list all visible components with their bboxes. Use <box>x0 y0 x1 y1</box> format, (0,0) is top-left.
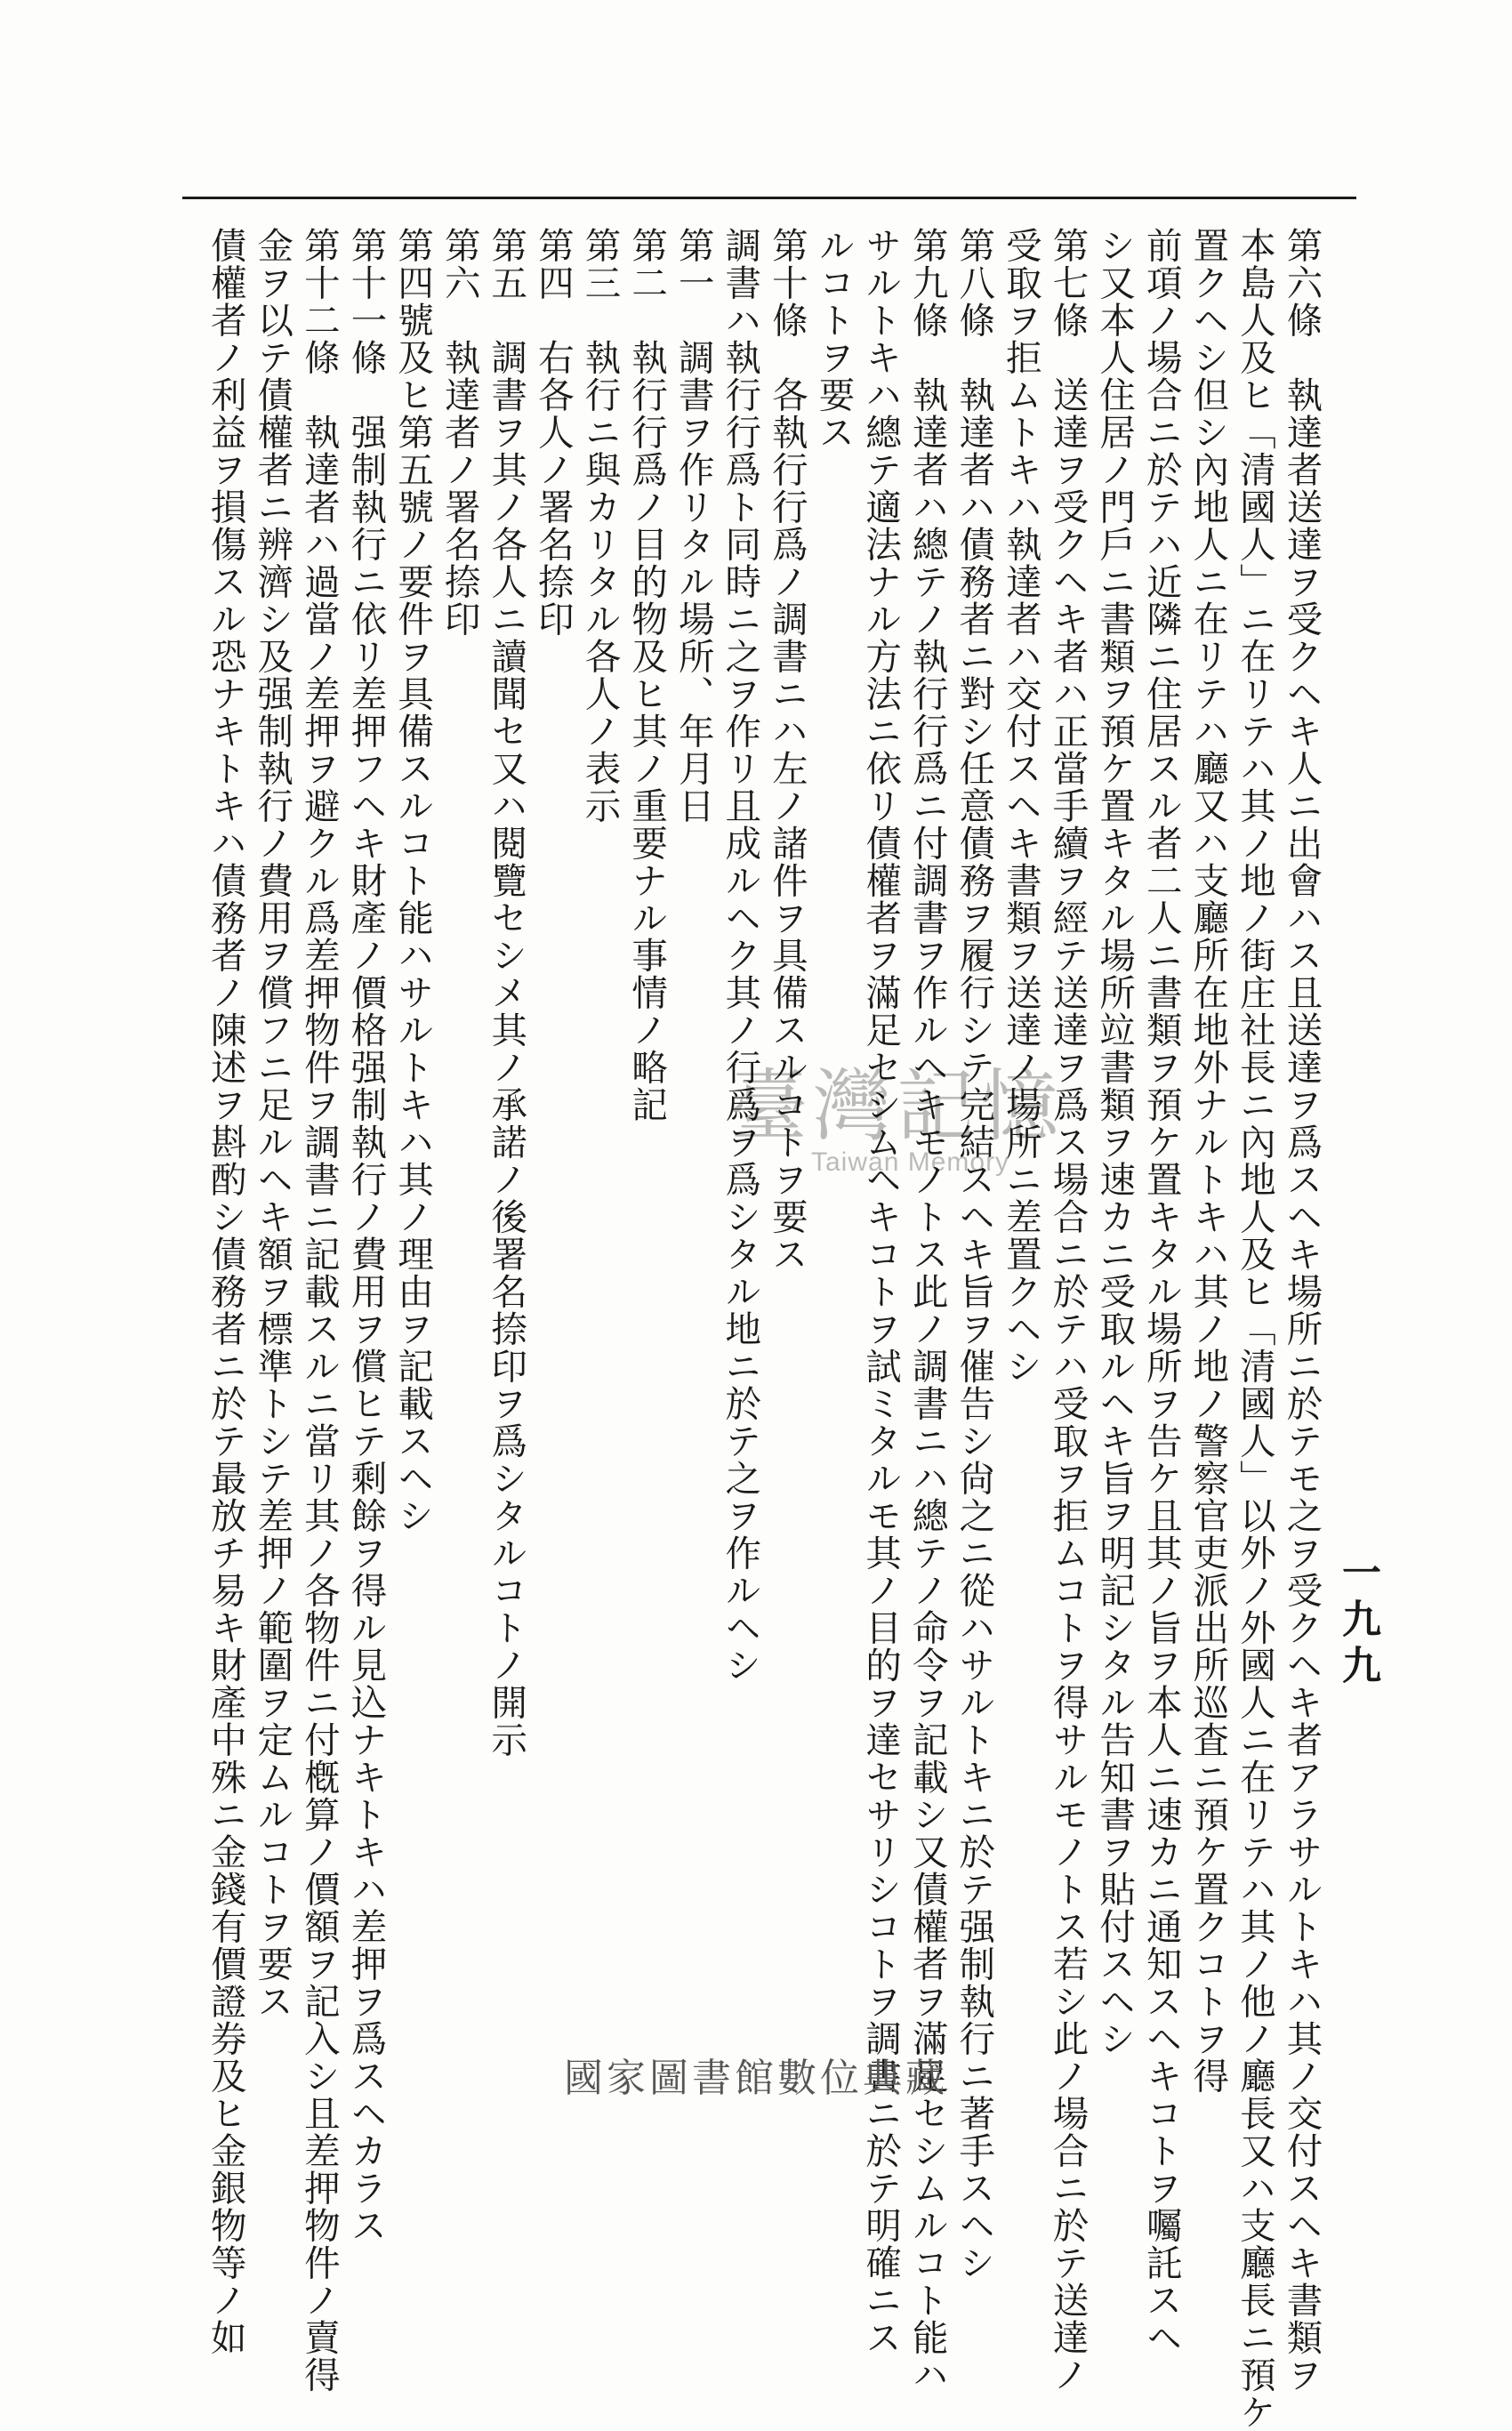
text-column: 第六條 執達者送達ヲ受クヘキ人ニ出會ハス且送達ヲ爲スヘキ場所ニ於テモ之ヲ受クヘキ者アラサルトキハ其ノ交付スヘキ書類ヲ <box>1280 227 1323 2394</box>
page-number: 一九九 <box>1335 1552 1380 1691</box>
text-column: 置クヘシ但シ內地人ニ在リテハ廳又ハ支廳所在地外ナルトキハ其ノ地ノ警察官吏派出所巡査ニ預ケ置クコトヲ得 <box>1186 227 1230 2095</box>
text-column: 第十一條 强制執行ニ依リ差押フヘキ財產ノ價格强制執行ノ費用ヲ償ヒテ剩餘ヲ得ル見込ナキトキハ差押ヲ爲スヘカラス <box>344 227 388 2244</box>
text-column: 債權者ノ利益ヲ損傷スル恐ナキトキハ債務者ノ陳述ヲ斟酌シ債務者ニ於テ最放チ易キ財產中殊ニ金錢有價證券及ヒ金銀物等ノ如 <box>204 227 247 2356</box>
text-column: シ又本人住居ノ門戶ニ書類ヲ預ケ置キタル場所竝書類ヲ速カニ受取ルヘキ旨ヲ明記シタル告知書ヲ貼付スヘシ <box>1093 227 1137 2057</box>
watermark-cjk: 臺灣記憶 <box>729 1060 1065 1152</box>
text-column: サルトキハ總テ適法ナル方法ニ依リ債權者ヲ滿足セシムヘキコトヲ試ミタルモ其ノ目的ヲ達セサリシコトヲ調書ニ於テ明確ニス <box>859 227 903 2356</box>
text-column: 第六 執達者ノ署名捺印 <box>438 227 481 638</box>
text-column: 第十條 各執行行爲ノ調書ニハ左ノ諸件ヲ具備スルコトヲ要ス <box>765 227 808 1273</box>
text-column: 第二 執行行爲ノ目的物及ヒ其ノ重要ナル事情ノ略記 <box>625 227 669 1123</box>
text-column: 第八條 執達者ハ債務者ニ對シ任意債務ヲ履行シテ完結スヘキ旨ヲ催告シ尙之ニ從ハサルトキニ於テ强制執行ニ著手スヘシ <box>953 227 996 2282</box>
text-column: 本島人及ヒ「清國人」ニ在リテハ其ノ地ノ街庄社長ニ內地人及ヒ「清國人」以外ノ外國人ニ在リテハ其ノ他ノ廳長又ハ支廳長ニ預ケ <box>1233 227 1276 2431</box>
text-column: 第四號及ヒ第五號ノ要件ヲ具備スルコト能ハサルトキハ其ノ理由ヲ記載スヘシ <box>391 227 435 1534</box>
text-column: 第一 調書ヲ作リタル場所、年月日 <box>672 227 715 825</box>
text-column: 第九條 執達者ハ總テノ執行行爲ニ付調書ヲ作ルヘキモノトス此ノ調書ニハ總テノ命令ヲ記載シ又債權者ヲ滿足セシムルコト能ハ <box>905 227 949 2394</box>
top-rule <box>182 197 1356 199</box>
text-column: 調書ハ執行行爲ト同時ニ之ヲ作リ且成ルヘク其ノ行爲ヲ爲シタル地ニ於テ之ヲ作ルヘシ <box>719 227 762 1684</box>
text-column: 受取ヲ拒ムトキハ執達者ハ交付スヘキ書類ヲ送達ノ場所ニ差置クヘシ <box>999 227 1042 1385</box>
text-column: 第五 調書ヲ其ノ各人ニ讀聞セ又ハ閱覽セシメ其ノ承諾ノ後署名捺印ヲ爲シタルコトノ開示 <box>485 227 528 1759</box>
footer-credit: 國家圖書館數位典藏 <box>564 2056 948 2101</box>
text-column: 第三 執行ニ與カリタル各人ノ表示 <box>578 227 622 825</box>
text-column: 第四 右各人ノ署名捺印 <box>531 227 575 638</box>
watermark-latin: Taiwan Memory <box>811 1147 1010 1177</box>
text-column: 第七條 送達ヲ受クヘキ者ハ正當手續ヲ經テ送達ヲ爲ス場合ニ於テハ受取ヲ拒ムコトヲ得サルモノトス若シ此ノ場合ニ於テ送達ノ <box>1046 227 1090 2394</box>
text-column: ルコトヲ要ス <box>812 227 856 451</box>
text-column: 第十二條 執達者ハ過當ノ差押ヲ避クル爲差押物件ヲ調書ニ記載スルニ當リ其ノ各物件ニ付槪算ノ價額ヲ記入シ且差押物件ノ賣得 <box>297 227 341 2394</box>
text-column: 前項ノ場合ニ於テハ近隣ニ住居スル者二人ニ書類ヲ預ケ置キタル場所ヲ告ケ且其ノ旨ヲ本人ニ速カニ通知スヘキコトヲ囑託スヘ <box>1139 227 1183 2356</box>
text-column: 金ヲ以テ債權者ニ辨濟シ及强制執行ノ費用ヲ償フニ足ルヘキ額ヲ標準トシテ差押ノ範圍ヲ定ムルコトヲ要ス <box>251 227 294 2020</box>
